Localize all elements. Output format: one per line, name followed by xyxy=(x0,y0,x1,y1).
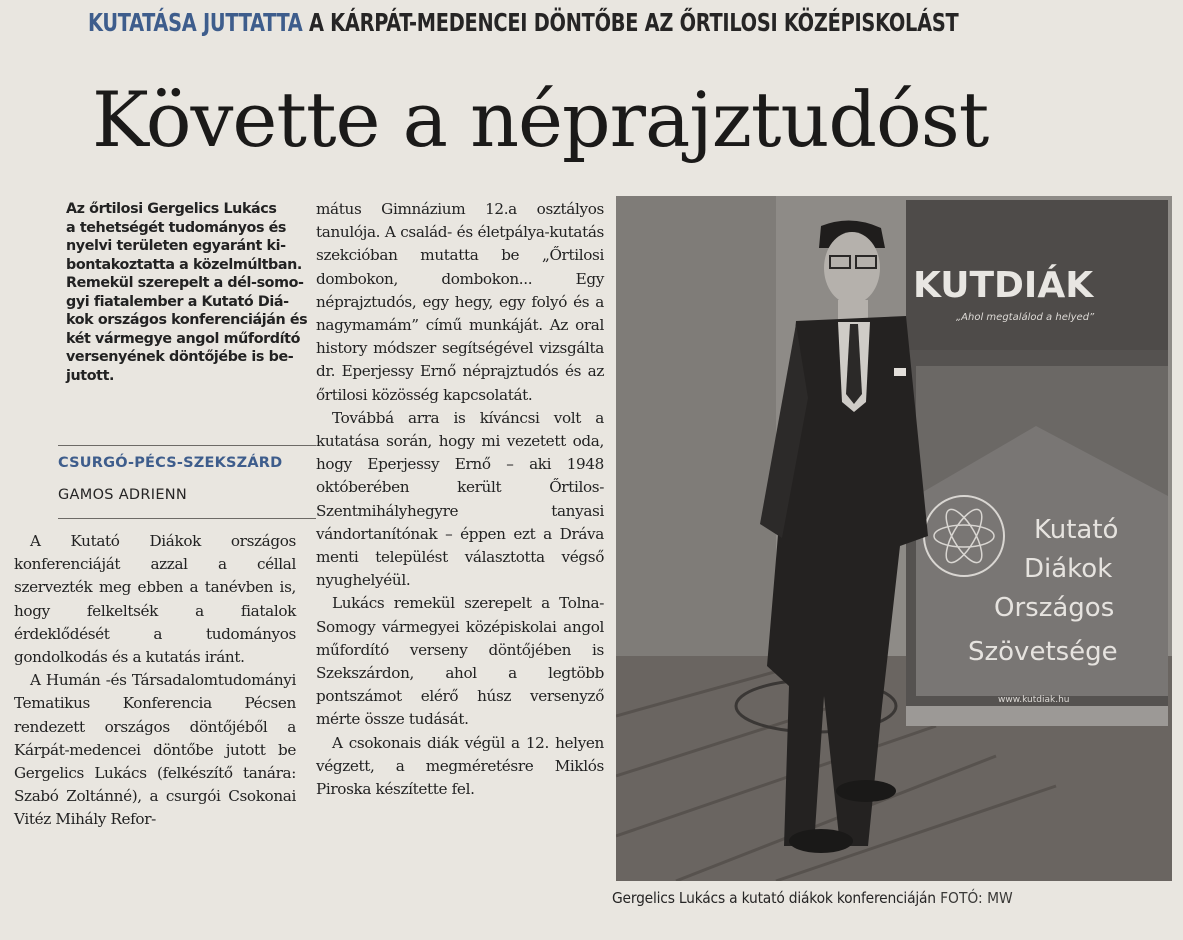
banner-org-line: Szövetsége xyxy=(968,637,1118,667)
banner-title: KUTDIÁK xyxy=(913,265,1094,306)
divider-top xyxy=(58,445,316,446)
byline-author: GAMOS ADRIENN xyxy=(58,487,188,503)
byline-location: CSURGÓ-PÉCS-SZEKSZÁRD xyxy=(58,455,283,471)
banner-slogan: „Ahol megtalálod a helyed” xyxy=(956,312,1095,323)
headline: Követte a néprajztudóst xyxy=(92,75,989,164)
lead-line: gyi fiatalember a Kutató Diá- xyxy=(66,293,289,310)
photo-credit: FOTÓ: MW xyxy=(940,889,1013,907)
caption-text: Gergelics Lukács a kutató diákok konferenciáján xyxy=(612,889,936,907)
lead-line: két vármegye angol műfordító xyxy=(66,330,300,347)
lead-line: nyelvi területen egyaránt ki- xyxy=(66,238,286,254)
banner-org-line: Országos xyxy=(994,593,1115,623)
lead-line: jutott. xyxy=(66,367,115,384)
banner-org-line: Kutató xyxy=(1034,515,1119,545)
lead-line: versenyének döntőjébe is be- xyxy=(66,349,294,365)
banner-url: www.kutdiak.hu xyxy=(998,695,1070,705)
body-paragraph: A csokonais diák végül a 12. helyen végzett, a megméretésre Miklós Piroska készítette fel. xyxy=(316,733,604,799)
divider-bottom xyxy=(58,518,316,519)
body-paragraph: Lukács remekül szerepelt a Tolna-Somogy vármegyei középiskolai angol műfordító verseny döntőjében is Szekszárdon, ahol a legtöbb pontszámot elérő húsz versenyző mérte össze tudását. xyxy=(316,594,604,729)
kicker xyxy=(88,6,1017,42)
body-paragraph: A Humán -és Társadalomtudományi Tematikus Konferencia Pécsen rendezett országos döntőjéből a Kárpát-medencei döntőbe jutott be Gergelics Lukács (felkészítő tanára: Szabó Zoltánné), a csurgói Csokonai Vitéz Mihály Refor- xyxy=(14,671,296,829)
lead-line: kok országos konferenciáján és xyxy=(66,312,308,328)
body-paragraph: Továbbá arra is kíváncsi volt a kutatása során, hogy mi vezetett oda, hogy Eperjessy Ernő – aki 1948 októberében került Őrtilos-Szentmihályhegyre tanyasi vándortanítónak – éppen ezt a Dráva menti települést választotta végső nyughelyéül. xyxy=(316,408,604,590)
lead-line: Az őrtilosi Gergelics Lukács xyxy=(66,201,277,217)
lead-line: bontakoztatta a közelmúltban. xyxy=(66,256,302,273)
kicker-rest: A KÁRPÁT-MEDENCEI DÖNTŐBE AZ ŐRTILOSI KÖZÉPISKOLÁST xyxy=(308,8,959,37)
lead-line: Remekül szerepelt a dél-somo- xyxy=(66,275,304,291)
body-column-1 xyxy=(14,530,296,832)
banner-org-line: Diákok xyxy=(1024,554,1113,584)
body-column-2 xyxy=(316,198,604,801)
lead-line: a tehetségét tudományos és xyxy=(66,219,287,236)
kicker-highlight: KUTATÁSA JUTTATTA xyxy=(88,8,303,37)
lead-paragraph xyxy=(66,200,324,385)
article-photo xyxy=(616,196,1172,881)
body-paragraph: A Kutató Diákok országos konferenciáját azzal a céllal szervezték meg ebben a tanévben is, hogy felkeltsék a fiatalok érdeklődését a tudományos gondolkodás és a kutatás iránt. xyxy=(14,532,296,667)
photo-caption xyxy=(612,889,1013,907)
body-paragraph: mátus Gimnázium 12.a osztályos tanulója. A család- és életpálya-kutatás szekcióban mutatta be „Őrtilosi dombokon, dombokon... Egy néprajztudós, egy hegy, egy folyó és a nagymamám” című munkáját. Az oral history módszer segítségével vizsgálta dr. Eperjessy Ernő néprajztudós és az őrtilosi közösség kapcsolatát. xyxy=(316,200,604,404)
